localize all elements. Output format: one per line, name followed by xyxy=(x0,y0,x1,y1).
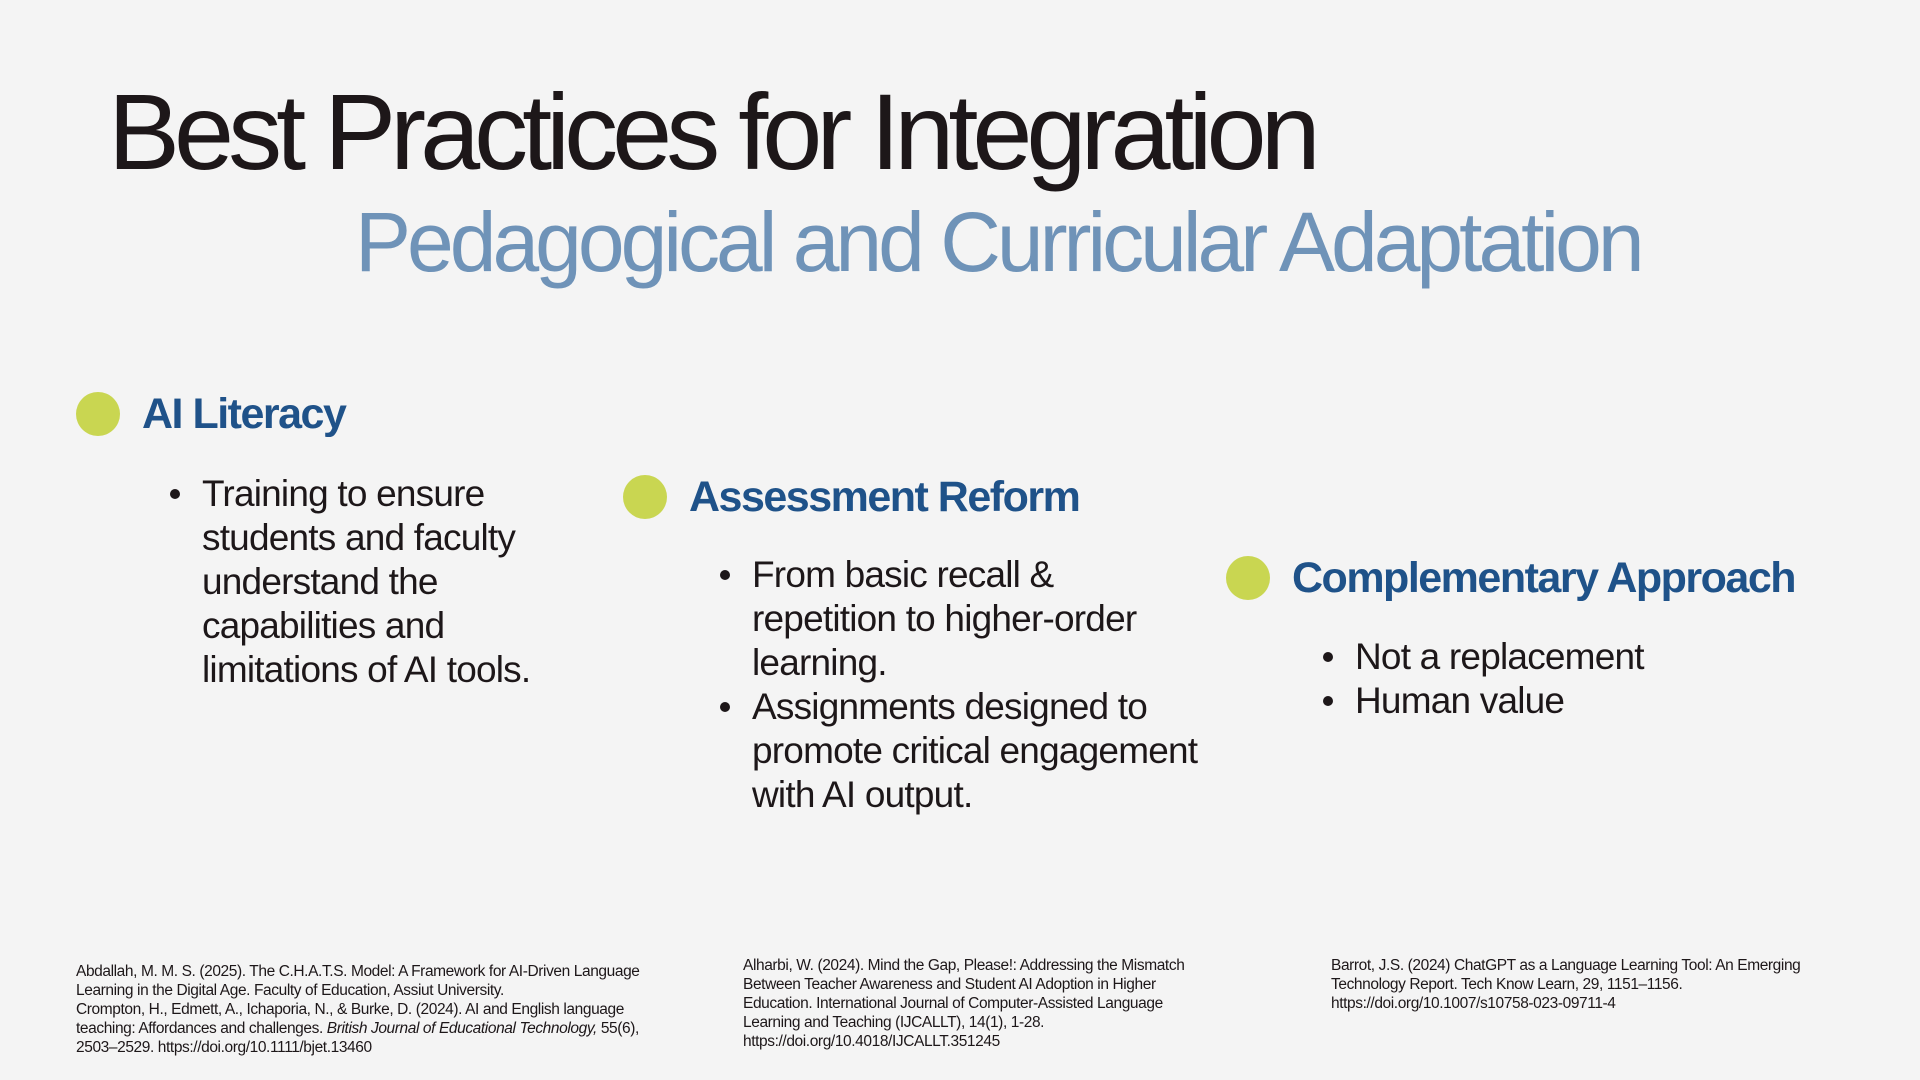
slide-subtitle: Pedagogical and Curricular Adaptation xyxy=(355,195,1641,289)
reference-crompton xyxy=(76,1000,676,1057)
list-item xyxy=(170,472,565,692)
ai-literacy-bullets xyxy=(170,472,565,692)
bullet-text: Assignments designed to promote critical engagement with AI output. xyxy=(752,686,1198,815)
section-title: AI Literacy xyxy=(142,389,346,438)
bullet-circle-icon xyxy=(76,392,120,436)
bullet-circle-icon xyxy=(623,475,667,519)
bullet-point-icon xyxy=(170,489,180,499)
assessment-reform-bullets xyxy=(720,553,1200,817)
list-item xyxy=(1323,679,1773,723)
bullet-circle-icon xyxy=(1226,556,1270,600)
list-item xyxy=(1323,635,1773,679)
bullet-text: From basic recall & repetition to higher-order learning. xyxy=(752,554,1137,683)
bullet-point-icon xyxy=(1323,696,1333,706)
slide-title: Best Practices for Integration xyxy=(108,71,1315,192)
list-item xyxy=(720,553,1200,685)
bullet-point-icon xyxy=(720,702,730,712)
bullet-text: Not a replacement xyxy=(1355,636,1644,677)
section-header xyxy=(1226,553,1795,603)
complementary-approach-bullets xyxy=(1323,635,1773,723)
bullet-text: Training to ensure students and faculty understand the capabilities and limitations of AI tools. xyxy=(202,473,531,690)
reference-journal: British Journal of Educational Technology, xyxy=(326,1020,597,1037)
section-header xyxy=(76,389,345,439)
list-item xyxy=(720,685,1200,817)
references-middle xyxy=(743,956,1213,1051)
bullet-point-icon xyxy=(720,570,730,580)
bullet-point-icon xyxy=(1323,652,1333,662)
section-assessment-reform xyxy=(623,472,1079,522)
reference-text: Crompton, H., Edmett, A., Ichaporia, N., & Burke, D. (2024). AI and English language teaching: Affordances and challenges. xyxy=(76,1001,624,1037)
section-title: Complementary Approach xyxy=(1292,553,1796,602)
section-ai-literacy xyxy=(76,389,345,439)
section-title: Assessment Reform xyxy=(689,472,1080,521)
references-left xyxy=(76,962,676,1057)
bullet-text: Human value xyxy=(1355,680,1565,721)
section-complementary-approach xyxy=(1226,553,1795,603)
references-right xyxy=(1331,956,1831,1013)
reference-alharbi: Alharbi, W. (2024). Mind the Gap, Please!: Addressing the Mismatch Between Teacher Awareness and Student AI Adoption in Higher Education. International Journal of Computer-Assisted Language Learning and Teaching (IJCALLT), 14(1), 1-28. https://doi.org/10.4018/IJCALLT.351245 xyxy=(743,957,1185,1050)
section-header xyxy=(623,472,1079,522)
reference-abdallah: Abdallah, M. M. S. (2025). The C.H.A.T.S. Model: A Framework for AI-Driven Language Learning in the Digital Age. Faculty of Education, Assiut University. xyxy=(76,963,640,999)
reference-barrot: Barrot, J.S. (2024) ChatGPT as a Language Learning Tool: An Emerging Technology Report. Tech Know Learn, 29, 1151–1156. https://doi.org/10.1007/s10758-023-09711-4 xyxy=(1331,957,1801,1012)
reference-text: 55(6), 2503–2529. https://doi.org/10.1111/bjet.13460 xyxy=(76,1020,639,1056)
